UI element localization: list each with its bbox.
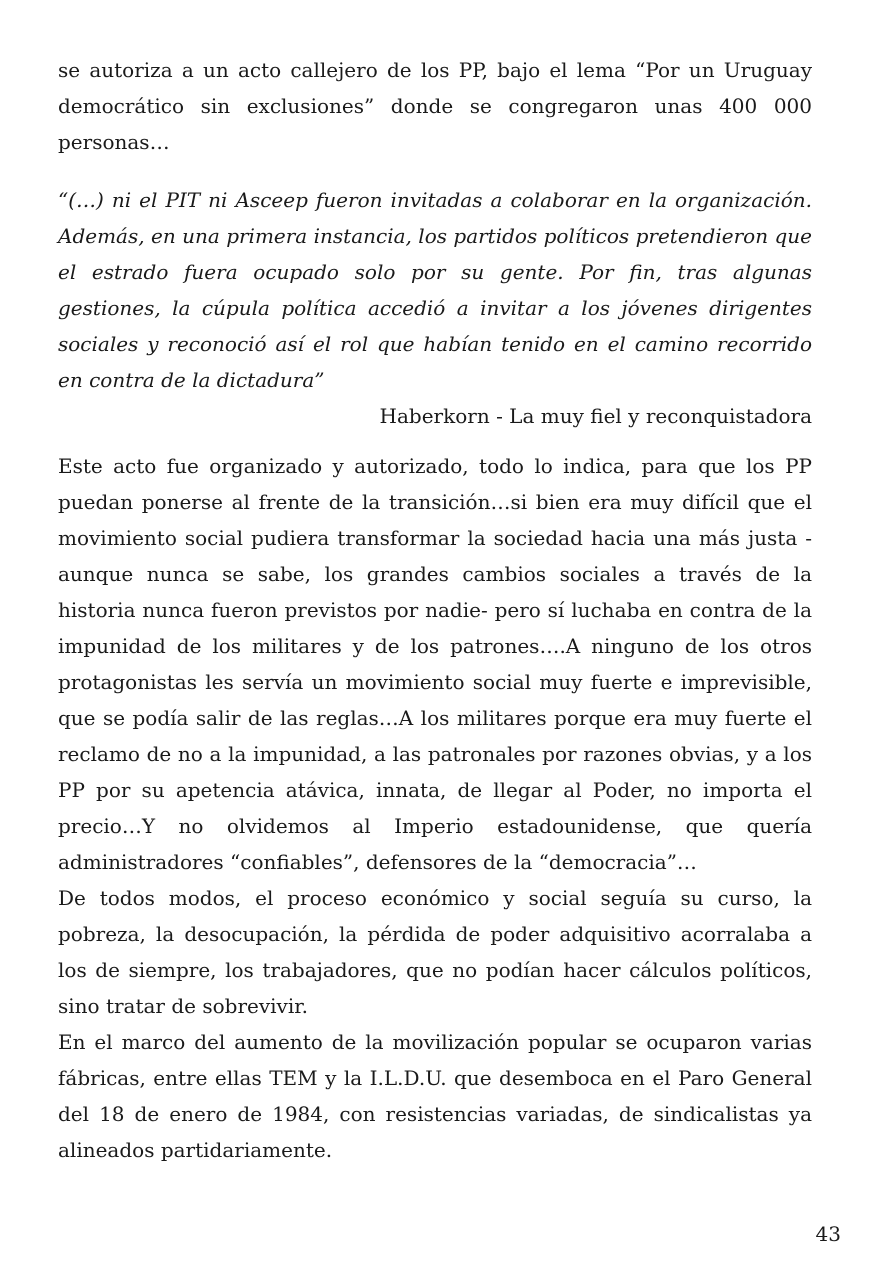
body-paragraph-1: Este acto fue organizado y autorizado, todo lo indica, para que los PP puedan ponerse al frente de la transición…si bien era muy difícil que el movimiento social pudiera transformar la sociedad hacia una más justa -aunque nunca se sabe, los grandes cambios sociales a través de la historia nunca fueron previstos por nadie- pero sí luchaba en contra de la impunidad de los militares y de los patrones….A ninguno de los otros protagonistas les servía un movimiento social muy fuerte e imprevisible, que se podía salir de las reglas…A los militares porque era muy fuerte el reclamo de no a la impunidad, a las patronales por razones obvias, y a los PP por su apetencia atávica, innata, de llegar al Poder, no importa el precio…Y no olvidemos al Imperio estadounidense, que quería administradores “confiables”, defensores de la “democracia”… [58, 454, 812, 874]
page-content [58, 52, 812, 1168]
body-paragraph-2: De todos modos, el proceso económico y social seguía su curso, la pobreza, la desocupación, la pérdida de poder adquisitivo acorralaba a los de siempre, los trabajadores, que no podían hacer cálculos políticos, sino tratar de sobrevivir. [58, 886, 812, 1018]
body-paragraph-3: En el marco del aumento de la movilización popular se ocuparon varias fábricas, entre ellas TEM y la I.L.D.U. que desemboca en el Paro General del 18 de enero de 1984, con resistencias variadas, de sindicalistas ya alineados partidariamente. [58, 1030, 812, 1162]
page-number: 43 [815, 1222, 841, 1246]
intro-paragraph: se autoriza a un acto callejero de los PP, bajo el lema “Por un Uruguay democrático sin exclusiones” donde se congregaron unas 400 000 personas… [58, 58, 812, 154]
block-quote: “(…) ni el PIT ni Asceep fueron invitadas a colaborar en la organización. Además, en una primera instancia, los partidos políticos pretendieron que el estrado fuera ocupado solo por su gente. Por fin, tras algunas gestiones, la cúpula política accedió a invitar a los jóvenes dirigentes sociales y reconoció así el rol que habían tenido en el camino recorrido en contra de la dictadura” [58, 188, 812, 392]
quote-attribution: Haberkorn - La muy fiel y reconquistadora [379, 404, 812, 428]
